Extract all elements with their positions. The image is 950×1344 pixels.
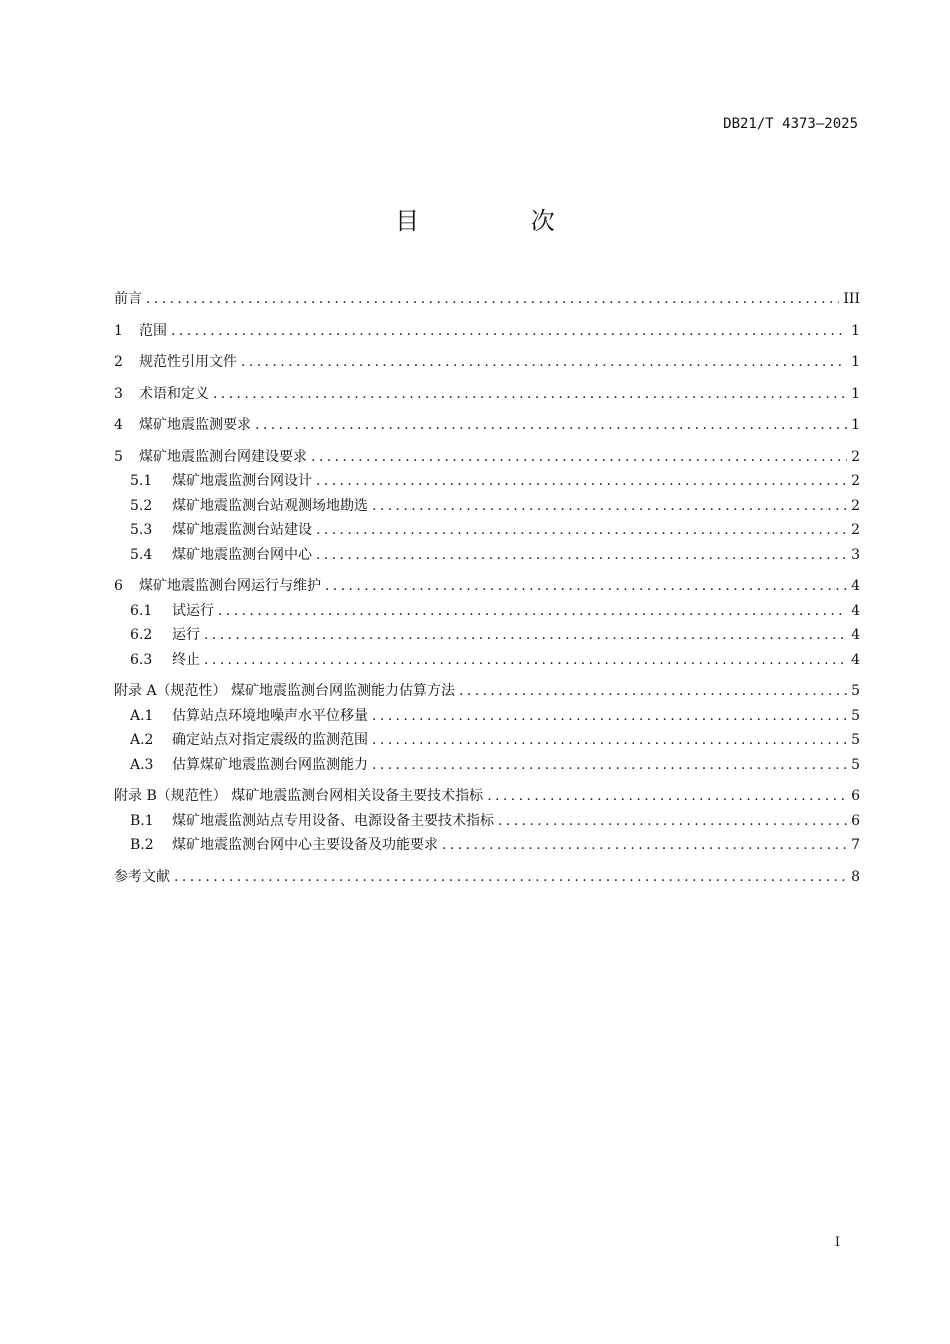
toc-number: 2 — [114, 354, 123, 370]
toc-page: 4 — [851, 651, 860, 668]
toc-number: 6.2 — [130, 627, 153, 643]
toc-entry-a-2[interactable] — [114, 728, 860, 753]
toc-label: 估算站点环境地噪声水平位移量 — [172, 707, 368, 724]
table-of-contents — [114, 287, 860, 889]
toc-number: 6.1 — [130, 602, 153, 619]
toc-page: 4 — [851, 602, 860, 619]
toc-number: 5 — [114, 448, 123, 465]
page-title: 目 次 — [395, 207, 607, 235]
toc-leader — [316, 469, 847, 494]
toc-leader — [498, 809, 847, 834]
toc-label: 确定站点对指定震级的监测范围 — [172, 732, 368, 748]
toc-leader — [241, 350, 847, 375]
toc-page: 1 — [851, 322, 860, 339]
toc-number: A.1 — [130, 707, 154, 724]
toc-label: 煤矿地震监测台站建设 — [172, 522, 312, 538]
toc-entry-6[interactable] — [114, 574, 860, 599]
toc-page: 7 — [851, 837, 860, 853]
toc-label: 参考文献 — [114, 868, 170, 885]
toc-label: 估算煤矿地震监测台网监测能力 — [172, 756, 368, 773]
toc-page: 8 — [851, 868, 860, 885]
toc-leader — [459, 679, 847, 704]
toc-leader — [372, 494, 847, 519]
toc-label: 煤矿地震监测台网设计 — [172, 473, 312, 489]
toc-number: 4 — [114, 417, 123, 433]
toc-page: III — [843, 291, 860, 307]
toc-leader — [372, 753, 847, 778]
toc-entry-6-3[interactable] — [114, 648, 860, 673]
toc-entry-6-1[interactable] — [114, 599, 860, 624]
toc-number: 6.3 — [130, 651, 153, 668]
toc-leader — [316, 518, 847, 543]
toc-leader — [316, 543, 847, 568]
toc-entry-5-3[interactable] — [114, 518, 860, 543]
toc-number: 5.4 — [130, 546, 153, 563]
document-code: DB21/T 4373—2025 — [723, 116, 858, 132]
toc-leader — [372, 704, 847, 729]
toc-entry-a-3[interactable] — [114, 753, 860, 778]
toc-entry-references[interactable] — [114, 865, 860, 890]
toc-label: 煤矿地震监测站点专用设备、电源设备主要技术指标 — [172, 812, 494, 829]
toc-label: 终止 — [172, 651, 200, 668]
toc-number: 6 — [114, 578, 123, 594]
toc-leader — [442, 833, 847, 858]
toc-page: 5 — [851, 732, 860, 748]
toc-leader — [174, 865, 847, 890]
toc-entry-5-1[interactable] — [114, 469, 860, 494]
toc-label: 运行 — [172, 627, 200, 643]
toc-leader — [204, 648, 847, 673]
toc-page: 6 — [851, 812, 860, 829]
toc-number: B.1 — [130, 812, 154, 829]
toc-entry-1[interactable] — [114, 319, 860, 344]
toc-label: 试运行 — [172, 602, 214, 619]
toc-entry-b-1[interactable] — [114, 809, 860, 834]
toc-leader — [146, 287, 839, 312]
toc-leader — [204, 623, 847, 648]
toc-entry-foreword[interactable] — [114, 287, 860, 312]
toc-label: 术语和定义 — [139, 385, 209, 402]
toc-leader — [372, 728, 847, 753]
toc-entry-a-1[interactable] — [114, 704, 860, 729]
toc-leader — [171, 319, 847, 344]
toc-entry-5-2[interactable] — [114, 494, 860, 519]
toc-label: 煤矿地震监测台网中心主要设备及功能要求 — [172, 837, 438, 853]
toc-page: 4 — [851, 627, 860, 643]
toc-number: 3 — [114, 385, 123, 402]
toc-number: 5.2 — [130, 497, 153, 514]
toc-leader — [213, 382, 847, 407]
toc-leader — [311, 445, 847, 470]
toc-page: 1 — [851, 417, 860, 433]
toc-label: 前言 — [114, 291, 142, 307]
toc-entry-2[interactable] — [114, 350, 860, 375]
toc-page: 6 — [851, 788, 860, 804]
toc-label: 范围 — [139, 322, 167, 339]
toc-label: 煤矿地震监测要求 — [139, 417, 251, 433]
toc-label: 附录 B（规范性） 煤矿地震监测台网相关设备主要技术指标 — [114, 788, 484, 804]
toc-leader — [325, 574, 847, 599]
toc-page: 1 — [851, 354, 860, 370]
toc-page: 1 — [851, 385, 860, 402]
toc-page: 5 — [851, 683, 860, 699]
toc-number: 5.3 — [130, 522, 153, 538]
toc-page: 4 — [851, 578, 860, 594]
toc-label: 煤矿地震监测台网建设要求 — [139, 448, 307, 465]
toc-label: 煤矿地震监测台站观测场地勘选 — [172, 497, 368, 514]
toc-page: 2 — [851, 522, 860, 538]
toc-label: 规范性引用文件 — [139, 354, 237, 370]
toc-leader — [487, 784, 847, 809]
toc-number: A.3 — [130, 756, 154, 773]
toc-label: 附录 A（规范性） 煤矿地震监测台网监测能力估算方法 — [114, 683, 456, 699]
toc-entry-6-2[interactable] — [114, 623, 860, 648]
toc-page: 2 — [851, 473, 860, 489]
toc-entry-b-2[interactable] — [114, 833, 860, 858]
toc-entry-4[interactable] — [114, 413, 860, 438]
toc-leader — [255, 413, 847, 438]
toc-page: 3 — [851, 546, 860, 563]
toc-label: 煤矿地震监测台网运行与维护 — [139, 578, 321, 594]
toc-number: 1 — [114, 322, 123, 339]
toc-label: 煤矿地震监测台网中心 — [172, 546, 312, 563]
toc-entry-5[interactable] — [114, 445, 860, 470]
toc-number: B.2 — [130, 837, 154, 853]
toc-entry-appendix-b[interactable] — [114, 784, 860, 809]
toc-entry-5-4[interactable] — [114, 543, 860, 568]
toc-page: 2 — [851, 448, 860, 465]
toc-page: 2 — [851, 497, 860, 514]
page-number: I — [834, 1235, 840, 1250]
toc-page: 5 — [851, 707, 860, 724]
toc-number: 5.1 — [130, 473, 153, 489]
toc-entry-appendix-a[interactable] — [114, 679, 860, 704]
toc-number: A.2 — [130, 732, 154, 748]
toc-page: 5 — [851, 756, 860, 773]
toc-leader — [218, 599, 847, 624]
toc-entry-3[interactable] — [114, 382, 860, 407]
